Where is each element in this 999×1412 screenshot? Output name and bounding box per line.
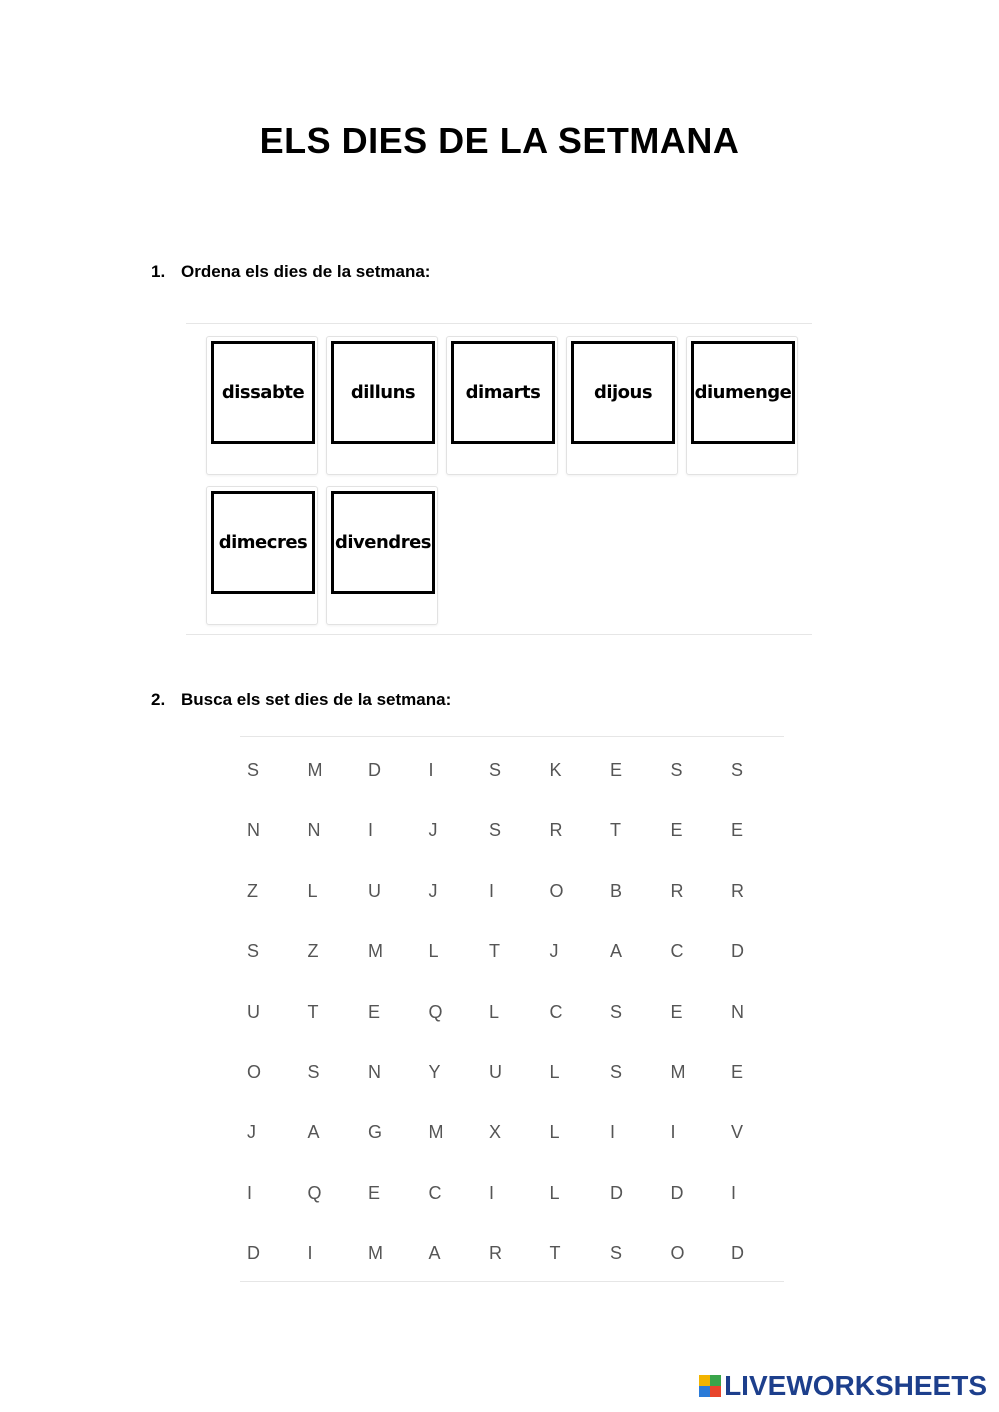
word-search-letter[interactable]: S [610, 1001, 623, 1022]
word-search-letter[interactable]: J [549, 941, 559, 962]
word-search-letter[interactable]: K [549, 760, 562, 780]
day-card-label: dijous [593, 382, 653, 403]
word-search-letter[interactable]: L [549, 1122, 560, 1143]
word-search-letter[interactable]: D [610, 1182, 623, 1203]
word-search-letter[interactable]: R [670, 880, 684, 901]
word-search-letter[interactable]: J [247, 1122, 256, 1143]
day-card-frame [571, 341, 675, 444]
question-1 [151, 262, 430, 282]
question-2 [151, 690, 451, 710]
word-search-letter[interactable]: T [489, 941, 500, 962]
word-search-letter[interactable]: L [307, 880, 318, 901]
day-card[interactable] [566, 336, 678, 475]
word-search-letter[interactable]: R [549, 820, 563, 841]
word-search-letter[interactable]: N [307, 820, 321, 841]
word-search-letter[interactable]: I [247, 1182, 253, 1203]
word-search-letter[interactable]: I [428, 760, 434, 780]
word-search-letter[interactable]: S [610, 1243, 623, 1264]
word-search-letter[interactable]: I [368, 820, 374, 841]
word-search-letter[interactable]: U [489, 1062, 502, 1082]
day-card[interactable] [446, 336, 558, 475]
word-search-letter[interactable]: N [247, 820, 260, 841]
day-card[interactable] [326, 336, 438, 475]
word-search-letter[interactable]: E [670, 820, 683, 841]
word-search-letter[interactable]: Q [428, 1001, 443, 1022]
word-search-letter[interactable]: I [489, 880, 495, 901]
day-card-frame [331, 491, 435, 594]
word-search-letter[interactable]: M [368, 1243, 383, 1264]
word-search-letter[interactable]: E [368, 1182, 381, 1203]
word-search-letter[interactable]: Q [307, 1182, 322, 1203]
word-search-letter[interactable]: E [610, 760, 623, 780]
word-search-letter[interactable]: S [489, 820, 502, 841]
logo-square [699, 1375, 710, 1386]
word-search-letter[interactable]: T [549, 1243, 561, 1264]
word-search-letter[interactable]: R [489, 1243, 502, 1264]
question-2-text: Busca els set dies de la setmana: [181, 690, 452, 709]
day-card-label: diumenge [694, 382, 792, 403]
page-title: ELS DIES DE LA SETMANA [259, 120, 740, 161]
question-2-number: 2. [151, 690, 166, 709]
logo-square [710, 1375, 721, 1386]
logo-square [699, 1386, 710, 1397]
word-search-letter[interactable]: E [731, 1062, 744, 1082]
word-search-letter[interactable]: C [670, 941, 684, 962]
word-search-letter[interactable]: I [489, 1182, 495, 1203]
word-search-letter[interactable]: I [610, 1122, 616, 1143]
question-1-text: Ordena els dies de la setmana: [181, 262, 431, 281]
word-search-letter[interactable]: D [368, 760, 381, 780]
word-search-letter[interactable]: E [670, 1001, 683, 1022]
word-search-letter[interactable]: Y [428, 1062, 441, 1082]
word-search-letter[interactable]: J [428, 880, 438, 901]
word-search-letter[interactable]: S [610, 1062, 623, 1082]
word-search-letter[interactable]: C [428, 1182, 442, 1203]
word-search-letter[interactable]: O [549, 880, 564, 901]
word-search-letter[interactable]: M [428, 1122, 444, 1143]
question-1-number: 1. [151, 262, 166, 281]
day-card-label: dissabte [221, 382, 305, 403]
word-search-letter[interactable]: E [731, 820, 744, 841]
logo-square [710, 1386, 721, 1397]
word-search-letter[interactable]: M [307, 760, 323, 780]
word-search-letter[interactable]: O [247, 1062, 262, 1082]
word-search-letter[interactable]: D [670, 1182, 684, 1203]
word-search-letter[interactable]: G [368, 1122, 383, 1143]
day-card-label: dilluns [350, 382, 416, 403]
liveworksheets-logo [699, 1370, 987, 1402]
liveworksheets-logo-text: LIVEWORKSHEETS [724, 1370, 987, 1401]
word-search-letter[interactable]: N [731, 1001, 744, 1022]
word-search-letter[interactable]: X [489, 1122, 502, 1143]
word-search-grid[interactable] [240, 737, 784, 1281]
word-search-letter[interactable]: U [247, 1001, 260, 1022]
day-card-label: divendres [335, 532, 431, 553]
day-card-frame [331, 341, 435, 444]
word-search-letter[interactable]: S [731, 760, 744, 780]
word-search-letter[interactable]: L [428, 941, 439, 962]
word-search-letter[interactable]: A [307, 1122, 320, 1143]
word-search-letter[interactable]: V [731, 1122, 744, 1143]
word-search-letter[interactable]: T [610, 820, 621, 841]
day-card[interactable] [686, 336, 798, 475]
day-cards-area [186, 323, 812, 635]
word-search-letter[interactable]: J [428, 820, 438, 841]
word-search-letter[interactable]: L [549, 1182, 560, 1203]
liveworksheets-logo-icon [699, 1375, 721, 1397]
word-search-letter[interactable]: Z [247, 880, 258, 901]
day-card-frame [451, 341, 555, 444]
word-search-letter[interactable]: M [368, 941, 383, 962]
day-card[interactable] [206, 486, 318, 625]
day-card-label: dimarts [465, 382, 541, 403]
word-search-letter[interactable]: M [670, 1062, 686, 1082]
day-card-label: dimecres [218, 532, 308, 553]
day-card-frame [211, 341, 315, 444]
word-search-letter[interactable]: N [368, 1062, 381, 1082]
word-search-letter[interactable]: I [307, 1243, 313, 1264]
word-search-letter[interactable]: E [368, 1001, 381, 1022]
word-search-letter[interactable]: A [428, 1243, 441, 1264]
word-search-letter[interactable]: I [731, 1182, 737, 1203]
word-search-letter[interactable]: S [670, 760, 683, 780]
word-search-letter[interactable]: D [731, 1243, 744, 1264]
word-search-letter[interactable]: L [549, 1062, 560, 1082]
word-search-letter[interactable]: Z [307, 941, 319, 962]
word-search-letter[interactable]: S [247, 941, 260, 962]
day-card[interactable] [326, 486, 438, 625]
word-search-letter[interactable]: L [489, 1001, 500, 1022]
word-search-letter[interactable]: U [368, 880, 381, 901]
word-search-letter[interactable]: A [610, 941, 623, 962]
word-search-letter[interactable]: B [610, 880, 623, 901]
word-search-letter[interactable]: S [489, 760, 502, 780]
word-search-letter[interactable]: T [307, 1001, 319, 1022]
word-search-letter[interactable]: I [670, 1122, 676, 1143]
word-search-letter[interactable]: D [731, 941, 744, 962]
day-card-frame [211, 491, 315, 594]
word-search-area [240, 736, 784, 1282]
word-search-letter[interactable]: O [670, 1243, 685, 1264]
word-search-letter[interactable]: S [247, 760, 260, 780]
word-search-letter[interactable]: D [247, 1243, 260, 1264]
day-card[interactable] [206, 336, 318, 475]
word-search-letter[interactable]: S [307, 1062, 320, 1082]
word-search-letter[interactable]: R [731, 880, 744, 901]
word-search-letter[interactable]: C [549, 1001, 563, 1022]
day-card-frame [691, 341, 795, 444]
